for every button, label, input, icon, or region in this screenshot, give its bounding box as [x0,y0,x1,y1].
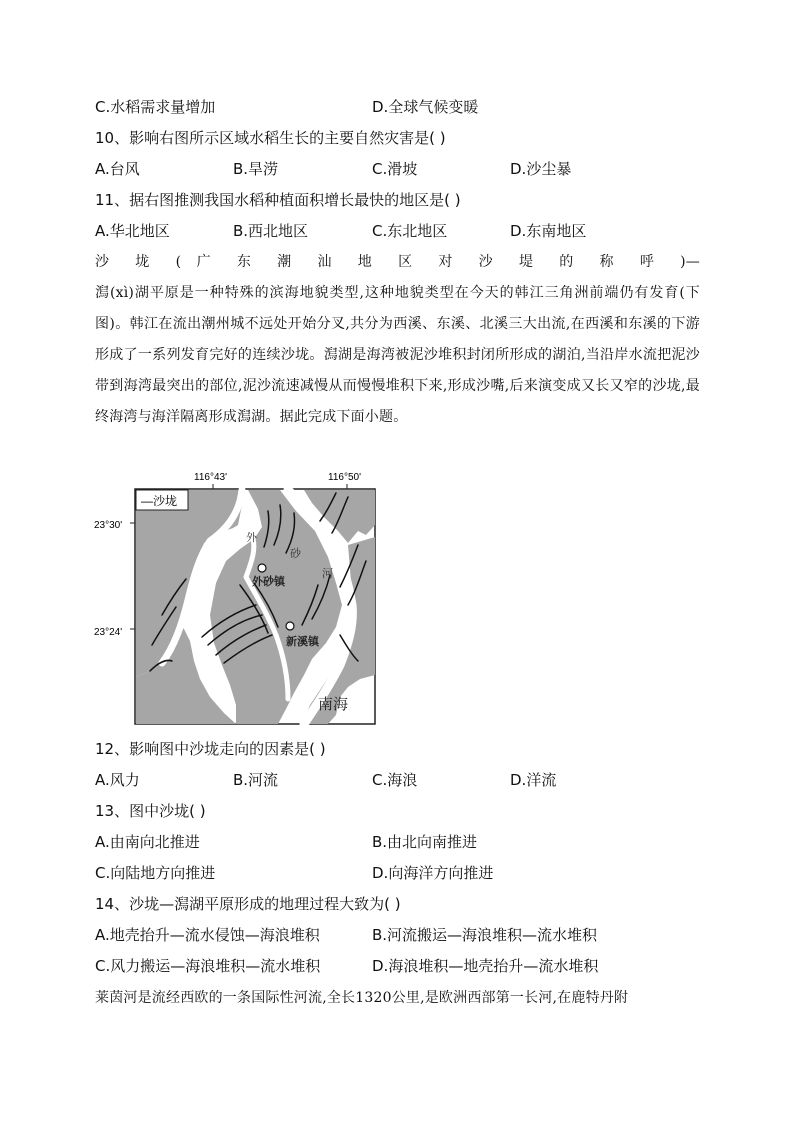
q14-stem: 14、沙垅—澙湖平原形成的地理过程大致为( ) [95,895,401,913]
town-marker-waisha [258,564,266,572]
lat-label-bottom: 23°24' [94,627,123,638]
q9-option-c: C.水稻需求量增加 [95,98,216,116]
q12-option-b: B.河流 [233,771,279,789]
q13-option-a: A.由南向北推进 [95,833,200,851]
q14-option-d: D.海浪堆积—地壳抬升—流水堆积 [372,957,599,975]
q13-option-c: C.向陆地方向推进 [95,864,216,882]
town-label-xinxi: 新溪镇 [286,636,319,648]
q14-option-c: C.风力搬运—海浪堆积—流水堆积 [95,957,321,975]
q12-option-d: D.洋流 [510,771,557,789]
lon-label-right: 116°50' [328,472,361,483]
q14-option-b: B.河流搬运—海浪堆积—流水堆积 [372,926,598,944]
passage-body: 澙(xì)湖平原是一种特殊的滨海地貌类型,这种地貌类型在今天的韩江三角洲前端仍有发育(下图)。韩江在流出潮州城不远处开始分叉,共分为西溪、东溪、北溪三大出流,在西溪和东溪的下游形成了一系列发育完好的连续沙垅。澙湖是海湾被泥沙堆积封闭所形成的湖泊,当沿岸水流把泥沙带到海湾最突出的部位,泥沙流速减慢从而慢慢堆积下来,形成沙嘴,后来演变成又长又窄的沙垅,最终海湾与海洋隔离形成澙湖。据此完成下面小题。 [95,285,700,425]
q13-stem: 13、图中沙垅( ) [95,802,206,820]
q12-stem: 12、影响图中沙垅走向的因素是( ) [95,740,326,758]
q10-stem: 10、影响右图所示区域水稻生长的主要自然灾害是( ) [95,129,446,147]
q14-option-a: A.地壳抬升—流水侵蚀—海浪堆积 [95,926,320,944]
q10-option-b: B.旱涝 [233,160,279,178]
sea-label: 南海 [318,696,349,713]
legend-label: —沙垅 [141,494,178,508]
q12-option-c: C.海浪 [372,771,418,789]
q11-option-c: C.东北地区 [372,222,448,240]
river-char-2: 砂 [290,548,301,560]
q10-option-c: C.滑坡 [372,160,418,178]
river-char-3: 河 [322,568,333,580]
q12-option-a: A.风力 [95,771,140,789]
q11-option-b: B.西北地区 [233,222,309,240]
q11-stem: 11、据右图推测我国水稻种植面积增长最快的地区是( ) [95,191,461,209]
lon-label-left: 116°43' [194,472,227,483]
passage-first-line: 沙 垅 ( 广 东 潮 汕 地 区 对 沙 堤 的 称 呼 )— [95,254,700,270]
river-char-1: 外 [246,532,257,544]
q10-option-d: D.沙尘暴 [510,160,572,178]
q9-option-d: D.全球气候变暖 [372,98,479,116]
lat-label-top: 23°30' [94,520,123,531]
town-label-waisha: 外砂镇 [252,576,285,588]
map-svg [90,465,390,735]
town-marker-xinxi [286,622,294,630]
q10-option-a: A.台风 [95,160,140,178]
next-passage: 莱茵河是流经西欧的一条国际性河流,全长1320公里,是欧洲西部第一长河,在鹿特丹附 [95,990,629,1006]
q11-option-d: D.东南地区 [510,222,587,240]
sand-ridge-map [90,465,390,735]
q13-option-b: B.由北向南推进 [372,833,478,851]
q13-option-d: D.向海洋方向推进 [372,864,494,882]
q11-option-a: A.华北地区 [95,222,170,240]
